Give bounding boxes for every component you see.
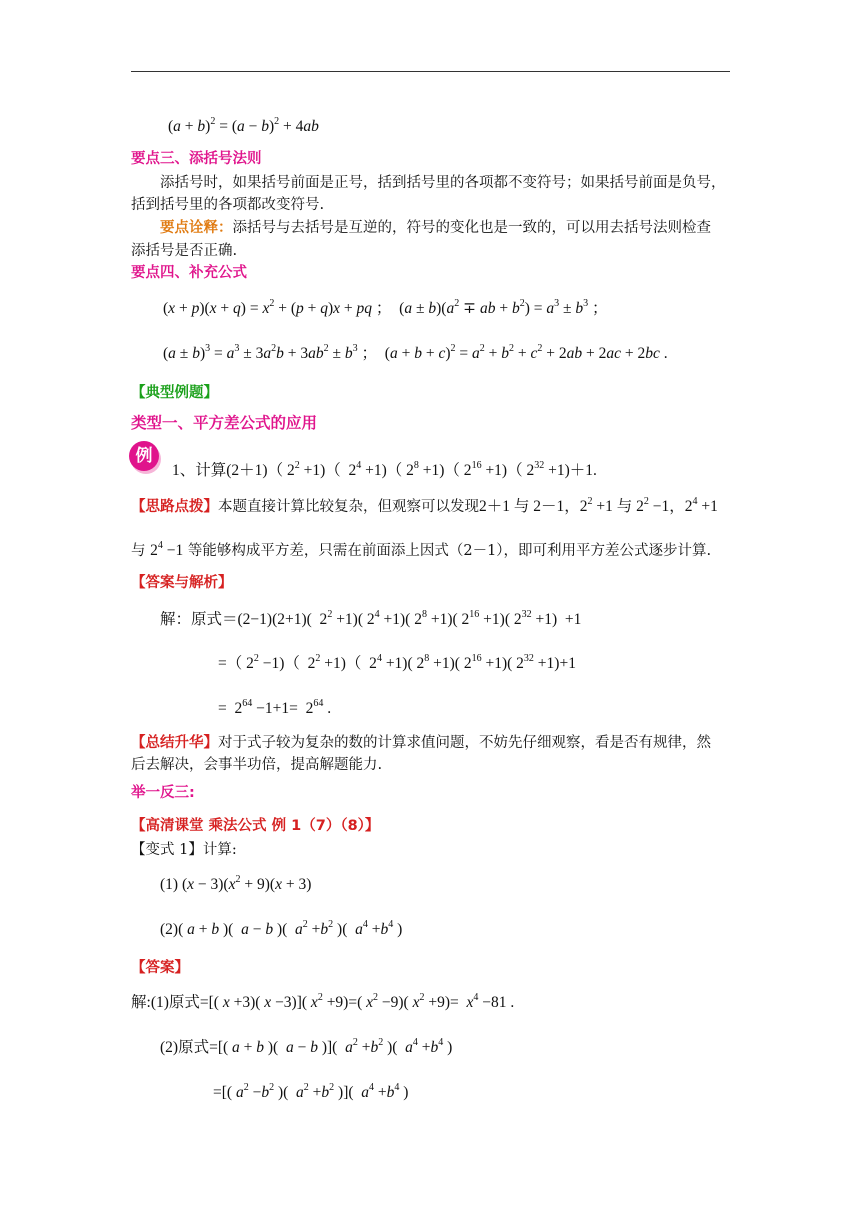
section-3-paragraph-1: 添括号时，如果括号前面是正号，括到括号里的各项都不变符号；如果括号前面是负号， <box>160 175 726 191</box>
example-1-prefix: 1、计算 <box>172 462 227 479</box>
section-4-title: 要点四、补充公式 <box>131 265 247 281</box>
summary-text-1: 对于式子较为复杂的数的计算求值问题，不妨先仔细观察，看是否有规律，然 <box>218 735 711 751</box>
note-text: 添括号与去括号是互逆的，符号的变化也是一致的，可以用去括号法则检查 <box>232 220 711 236</box>
analysis-paragraph-2: 与 $2^4 -1$ 等能够构成平方差，只需在前面添上因式（2－1），即可利用平方差公式逐步计算. <box>131 539 712 559</box>
summary-paragraph-2: 后去解决，会事半功倍，提高解题能力. <box>131 757 383 773</box>
answer-label: 【答案】 <box>131 960 189 976</box>
section-3-note-2: 添括号是否正确. <box>131 243 238 259</box>
solution-prefix: 解：原式＝ <box>160 611 238 628</box>
summary-paragraph <box>131 734 711 752</box>
analysis-label: 【思路点拨】 <box>131 499 218 515</box>
extend-label: 举一反三: <box>131 785 195 801</box>
analysis-paragraph: 【思路点拨】本题直接计算比较复杂，但观察可以发现2＋1 与 2－1，$2^2 +1$ 与 $2^2 -1$，$2^4 +1$ <box>131 495 718 515</box>
solution-line-2: =（ $2^2 -1$)（ $2^2 +1$)（ $2^4 +1$)( $2^8 +1$)( $2^{16} +1$)( $2^{32} +1)+1$ <box>218 652 576 672</box>
hd-classroom-label: 【高清课堂 乘法公式 例 1（7）（8）】 <box>131 818 380 834</box>
type-1-title: 类型一、平方差公式的应用 <box>131 414 318 432</box>
typical-examples-label: 【典型例题】 <box>131 385 218 401</box>
note-label: 要点诠释： <box>160 220 233 236</box>
section-3-paragraph-2: 括到括号里的各项都改变符号. <box>131 197 325 213</box>
answer-line-3: =[( $a^2 -b^2$ )( $a^2 +b^2$ )]( $a^4 +b^4$ ) <box>213 1081 409 1101</box>
example-badge-icon: 例 <box>129 441 159 471</box>
solution-line-1: 解：原式＝(2−1)(2+1)( $2^2 +1$)( $2^4 +1$)( $2^8 +1$)( $2^{16} +1$)( $2^{32} +1) +1$ <box>160 608 582 628</box>
variant-text: 计算: <box>202 842 237 858</box>
section-3-note <box>160 219 711 237</box>
answer-analysis-label: 【答案与解析】 <box>131 575 233 591</box>
example-1-question: 1、计算(2＋1)（ $2^2 +1$)（ $2^4 +1$)（ $2^8 +1$)（ $2^{16} +1$)（ $2^{32} +1)+1$. <box>172 459 597 479</box>
header-rule <box>131 71 730 72</box>
formula-identity: $(a + b)^2 = (a - b)^2 + 4ab$ <box>168 115 319 135</box>
section-3-title: 要点三、添括号法则 <box>131 151 262 167</box>
analysis-text-3: 等能够构成平方差，只需在前面添上因式（2－1），即可利用平方差公式逐步计算. <box>187 543 712 559</box>
variant-item-2: (2)( a + b )( a − b )( $a^2 +b^2$ )( $a^4 +b^4$ ) <box>160 918 403 938</box>
solve-label: 解: <box>131 994 151 1011</box>
variant-label: 【变式 1】 <box>131 842 203 858</box>
answer-line-2: (2)原式=[( a + b )( a − b )]( $a^2 +b^2$ )( $a^4 +b^4$ ) <box>160 1036 453 1056</box>
analysis-text-2: 与 <box>131 543 146 559</box>
formula-supplement-1: $(x + p)(x + q) = x^2 + (p + q)x$ + pq ； $(a \pm b)(a^2$ ∓ ab + $b^2) = a^3 \pm b^3$ ； <box>163 297 608 317</box>
answer-line-1: 解:(1)原式=[( x +3)( x −3)]( $x^2 +9)=$( $x^2 -9$)( $x^2 +9)= x^4 -81$ . <box>131 991 515 1011</box>
summary-label: 【总结升华】 <box>131 735 218 751</box>
variant-1 <box>131 841 237 859</box>
variant-item-1: (1) $(x - 3)(x^2 + 9)(x + 3)$ <box>160 873 312 893</box>
analysis-text-1: 本题直接计算比较复杂，但观察可以发现 <box>218 499 479 515</box>
formula-supplement-2: $(a \pm b)^3 = a^3 \pm 3a^2b + 3ab^2 \pm b^3$ ； $(a + b + c)^2 = a^2 + b^2 + c^2 + 2ab + 2ac + 2bc$ . <box>163 342 668 362</box>
solution-line-3: = $2^{64} -1+1= 2^{64}$ . <box>218 697 332 717</box>
